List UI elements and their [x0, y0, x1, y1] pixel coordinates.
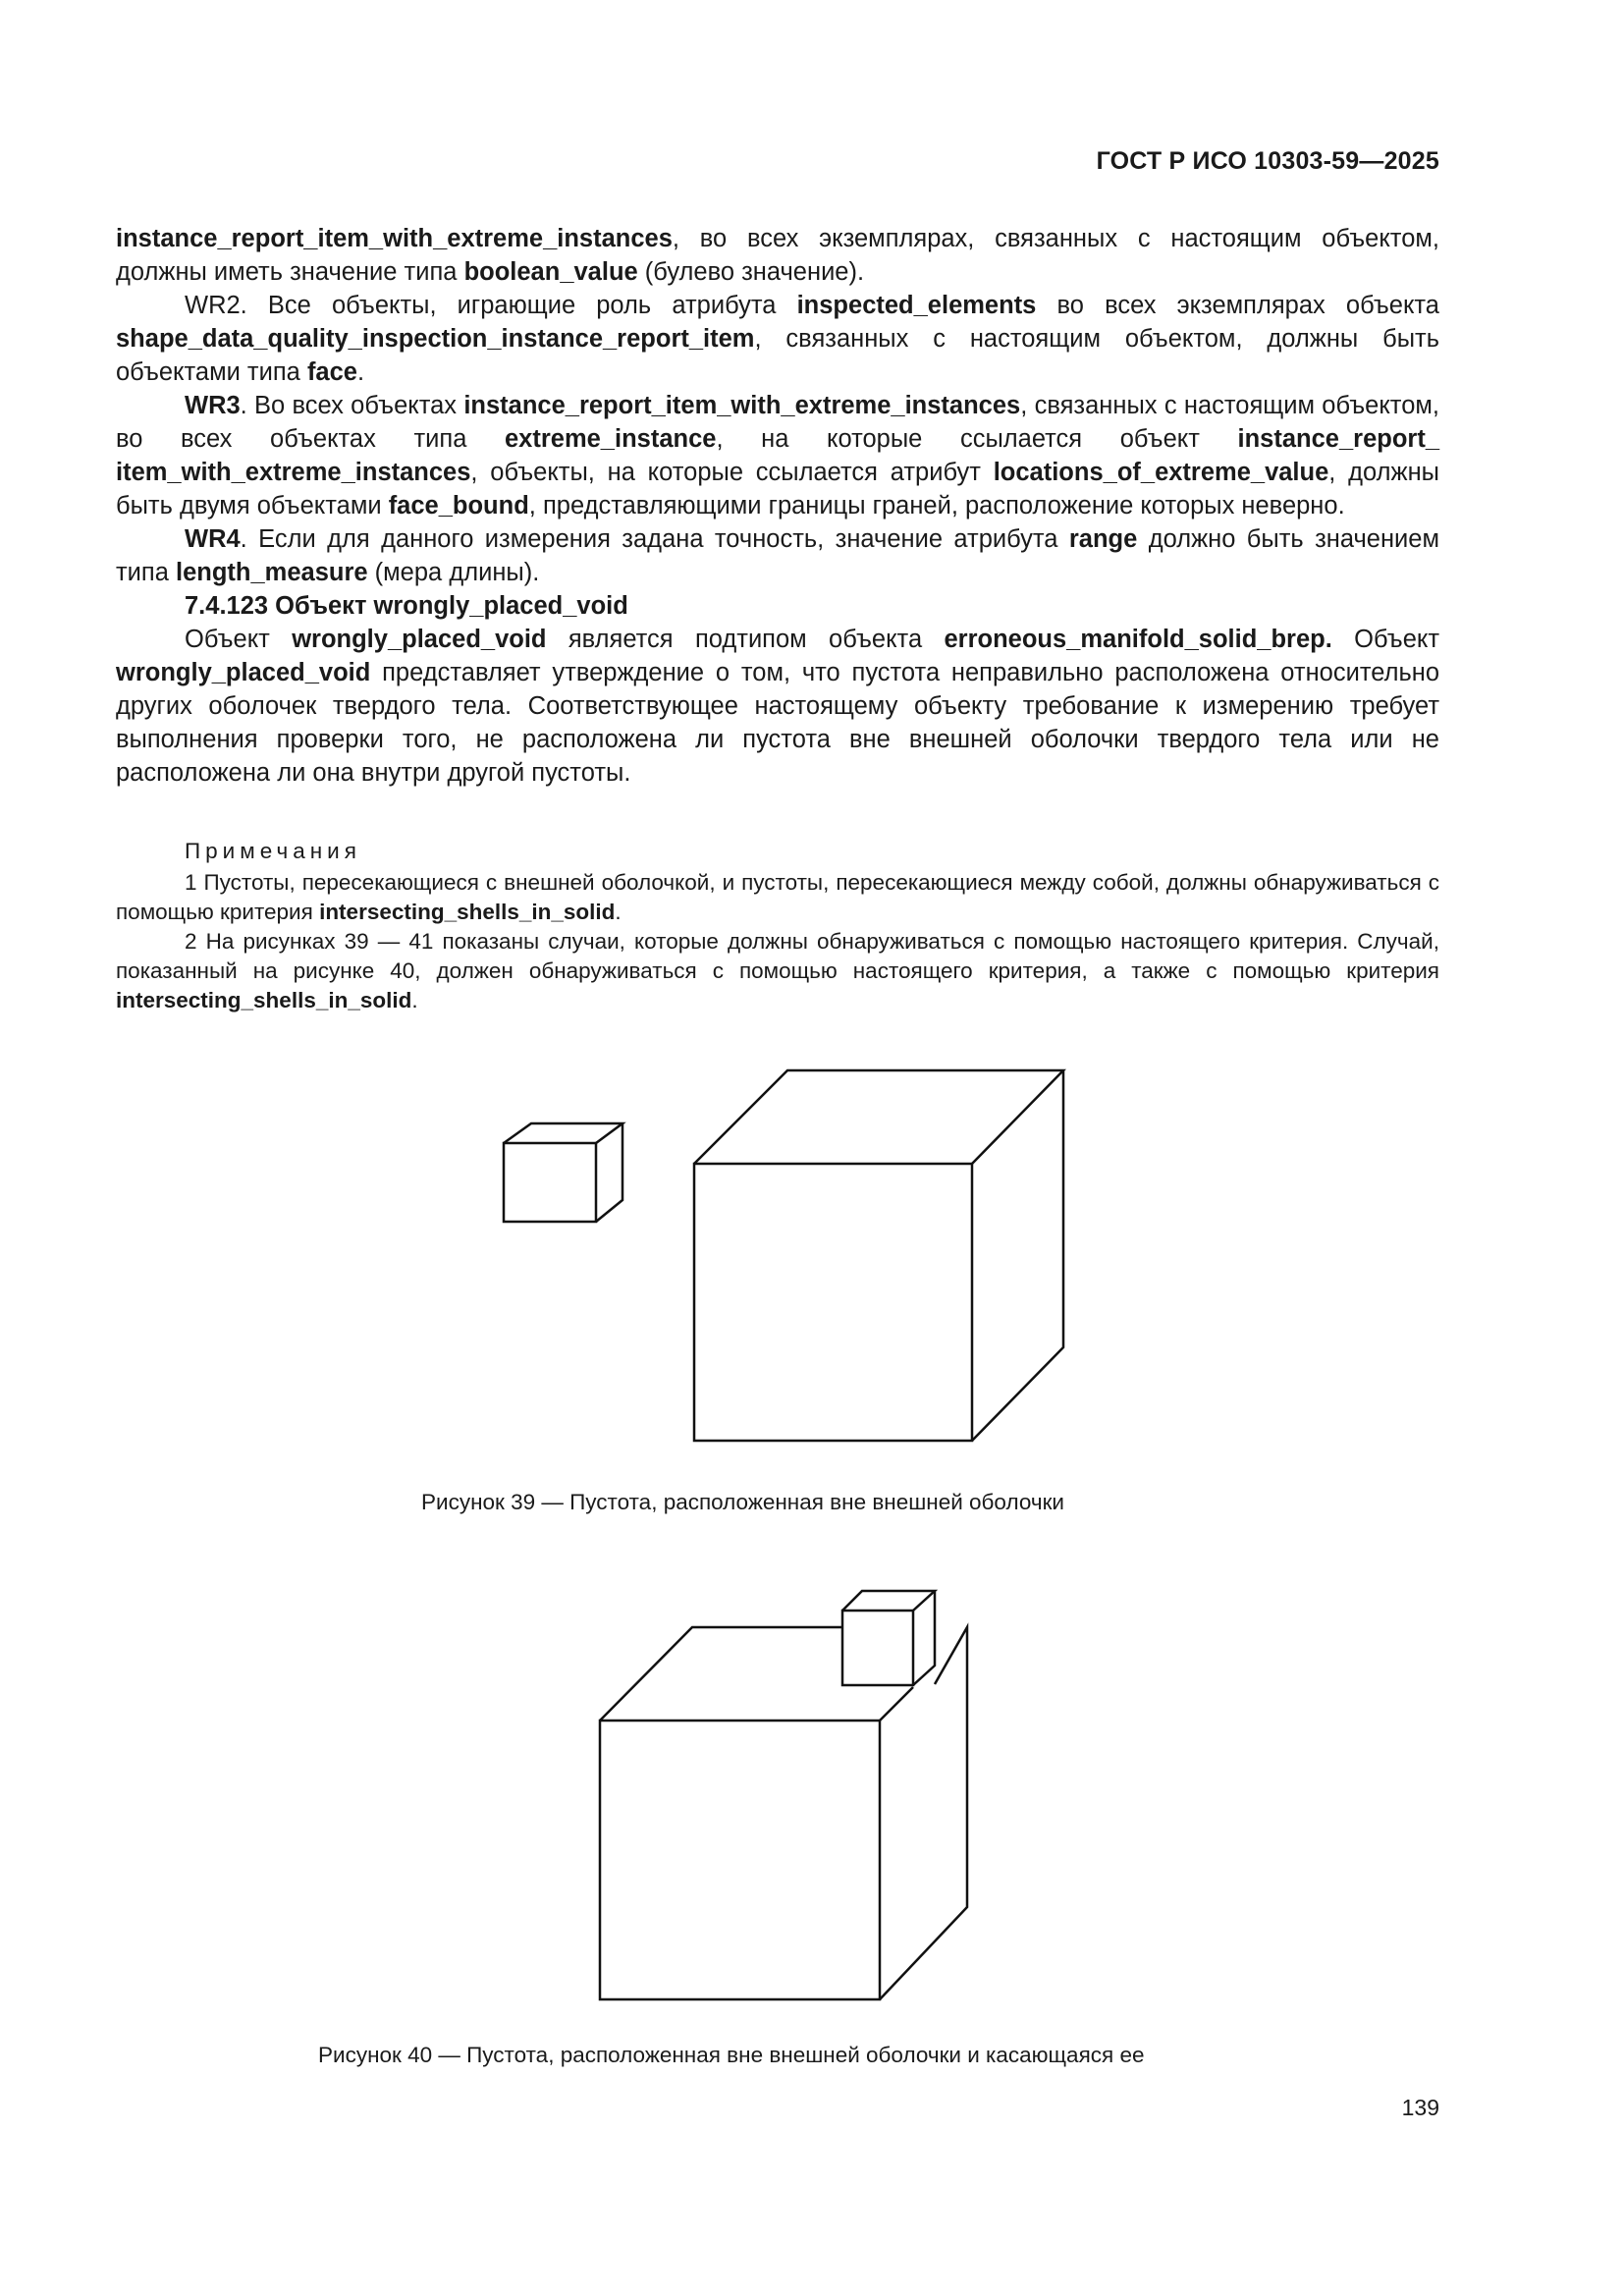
term: WR4 — [185, 525, 241, 553]
text: (мера длины). — [367, 559, 540, 586]
text: , объекты, на которые ссылается атрибут — [470, 459, 994, 486]
term: shape_data_quality_inspection_instance_report_item — [116, 325, 755, 353]
text: , связанных с настоящим объектом, должны быть объектами типа — [116, 325, 1439, 386]
text: 2 На рисунках 39 — 41 показаны случаи, которые должны обнаруживаться с помощью настоящего критерия. Случай, показанный на рисунке 40, должен обнаруживаться с помощью настоящего критерия, а также с помощью критерия — [116, 929, 1439, 983]
text: Объект — [1331, 626, 1440, 653]
text: во всех экземплярах объекта — [1036, 292, 1439, 319]
term: inspected_elements — [796, 292, 1037, 319]
text: , должны быть двумя объектами — [116, 459, 1439, 519]
text: Объект — [185, 626, 293, 653]
term: extreme_instance — [504, 425, 717, 453]
text: , связанных с настоящим объектом, во всех объектах типа — [116, 392, 1439, 453]
term: WR3 — [185, 392, 241, 419]
term: boolean_value — [463, 258, 638, 286]
text: . Во всех объектах — [240, 392, 464, 419]
term: range — [1068, 525, 1138, 553]
figure-39-caption: Рисунок 39 — Пустота, расположенная вне внешней оболочки — [421, 1490, 1064, 1514]
term: face — [306, 358, 357, 386]
text: . — [615, 900, 622, 924]
term: intersecting_shells_in_solid — [319, 900, 616, 924]
figure-40-caption: Рисунок 40 — Пустота, расположенная вне внешней оболочки и касающаяся ее — [318, 2043, 1145, 2067]
text: (булево значение). — [637, 258, 865, 286]
text: , представляющими границы граней, расположение которых неверно. — [528, 492, 1345, 519]
text: 1 Пустоты, пересекающиеся с внешней оболочкой, и пустоты, пересекающиеся между собой, должны обнаруживаться с помощью критерия — [116, 870, 1439, 924]
document-header: ГОСТ Р ИСО 10303-59—2025 — [1096, 147, 1439, 175]
text: , на которые ссылается объект — [716, 425, 1238, 453]
term: erroneous_manifold_solid_brep. — [944, 626, 1332, 653]
text: WR2. Все объекты, играющие роль атрибута — [185, 292, 797, 319]
text: представляет утверждение о том, что пустота неправильно расположена относительно других оболочек твердого тела. Соответствующее настоящему объекту требование к измерению требует выполнения проверки того, не расположена ли пустота вне внешней оболочки твердого тела или не расположена ли она внутри другой пустоты. — [116, 659, 1439, 787]
text: . — [356, 358, 365, 386]
section-heading: 7.4.123 Объект wrongly_placed_void — [185, 592, 628, 620]
term: instance_report_item_with_extreme_instances — [116, 225, 673, 252]
term: instance_report_ item_with_extreme_instances — [116, 425, 1440, 486]
term: instance_report_item_with_extreme_instances — [463, 392, 1021, 419]
text: , во всех экземплярах, связанных с настоящим объектом, должны иметь значение типа — [116, 225, 1439, 286]
term: face_bound — [388, 492, 529, 519]
term: wrongly_placed_void — [292, 626, 547, 653]
text: является подтипом объекта — [546, 626, 945, 653]
notes-title: Примечания — [185, 839, 361, 863]
text: . Если для данного измерения задана точность, значение атрибута — [240, 525, 1069, 553]
page-number: 139 — [1401, 2095, 1439, 2120]
term: wrongly_placed_void — [116, 659, 371, 686]
text: должно быть значением типа — [116, 525, 1439, 586]
void-cube-touching — [842, 1591, 935, 1685]
term: length_measure — [176, 559, 368, 586]
term: locations_of_extreme_value — [993, 459, 1329, 486]
term: intersecting_shells_in_solid — [116, 988, 412, 1012]
text: . — [411, 988, 418, 1012]
